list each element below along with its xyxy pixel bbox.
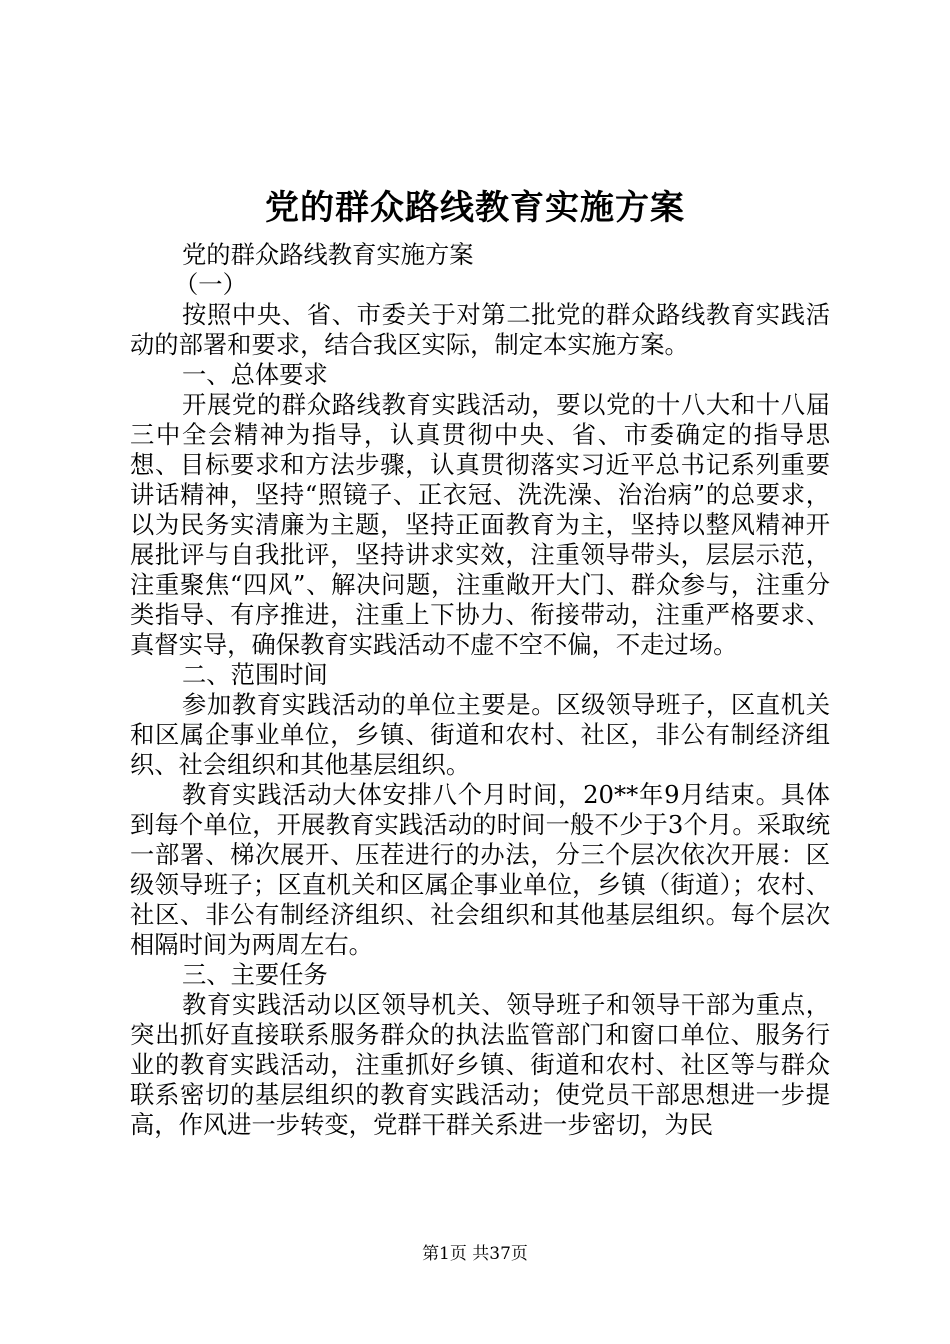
scope-paragraph: 参加教育实践活动的单位主要是。区级领导班子，区直机关和区属企事业单位，乡镇、街道和农村、社区，非公有制经济组织、社会组织和其他基层组织。: [130, 690, 830, 779]
section-heading-tasks: 三、主要任务: [182, 960, 328, 989]
general-requirements-paragraph: 开展党的群众路线教育实践活动，要以党的十八大和十八届三中全会精神为指导，认真贯彻中央、省、市委确定的指导思想、目标要求和方法步骤，认真贯彻落实习近平总书记系列重要讲话精神，坚持“照镜子、正衣冠、洗洗澡、治治病”的总要求，以为民务实清廉为主题，坚持正面教育为主，坚持以整风精神开展批评与自我批评，坚持讲求实效，注重领导带头，层层示范，注重聚焦“四风”、解决问题，注重敞开大门、群众参与，注重分类指导、有序推进，注重上下协力、衔接带动，注重严格要求、真督实导，确保教育实践活动不虚不空不偏，不走过场。: [130, 390, 830, 659]
document-body: [130, 240, 830, 1140]
intro-paragraph: 按照中央、省、市委关于对第二批党的群众路线教育实践活动的部署和要求，结合我区实际，制定本实施方案。: [130, 300, 830, 359]
subtitle-paragraph: 党的群众路线教育实施方案: [182, 240, 474, 269]
tasks-paragraph: 教育实践活动以区领导机关、领导班子和领导干部为重点，突出抓好直接联系服务群众的执法监管部门和窗口单位、服务行业的教育实践活动，注重抓好乡镇、街道和农村、社区等与群众联系密切的基层组织的教育实践活动；使党员干部思想进一步提高，作风进一步转变，党群干群关系进一步密切，为民: [130, 990, 830, 1139]
section-heading-general: 一、总体要求: [182, 360, 328, 389]
schedule-paragraph: 教育实践活动大体安排八个月时间，20**年9月结束。具体到每个单位，开展教育实践活动的时间一般不少于3个月。采取统一部署、梯次展开、压茬进行的办法，分三个层次依次开展：区级领导班子；区直机关和区属企事业单位，乡镇（街道）；农村、社区、非公有制经济组织、社会组织和其他基层组织。每个层次相隔时间为两周左右。: [130, 780, 830, 959]
section-heading-scope: 二、范围时间: [182, 660, 328, 689]
page-number-footer: 第1页 共37页: [422, 1244, 528, 1264]
section-marker: （一）: [174, 270, 247, 299]
document-title: 党的群众路线教育实施方案: [265, 188, 685, 228]
